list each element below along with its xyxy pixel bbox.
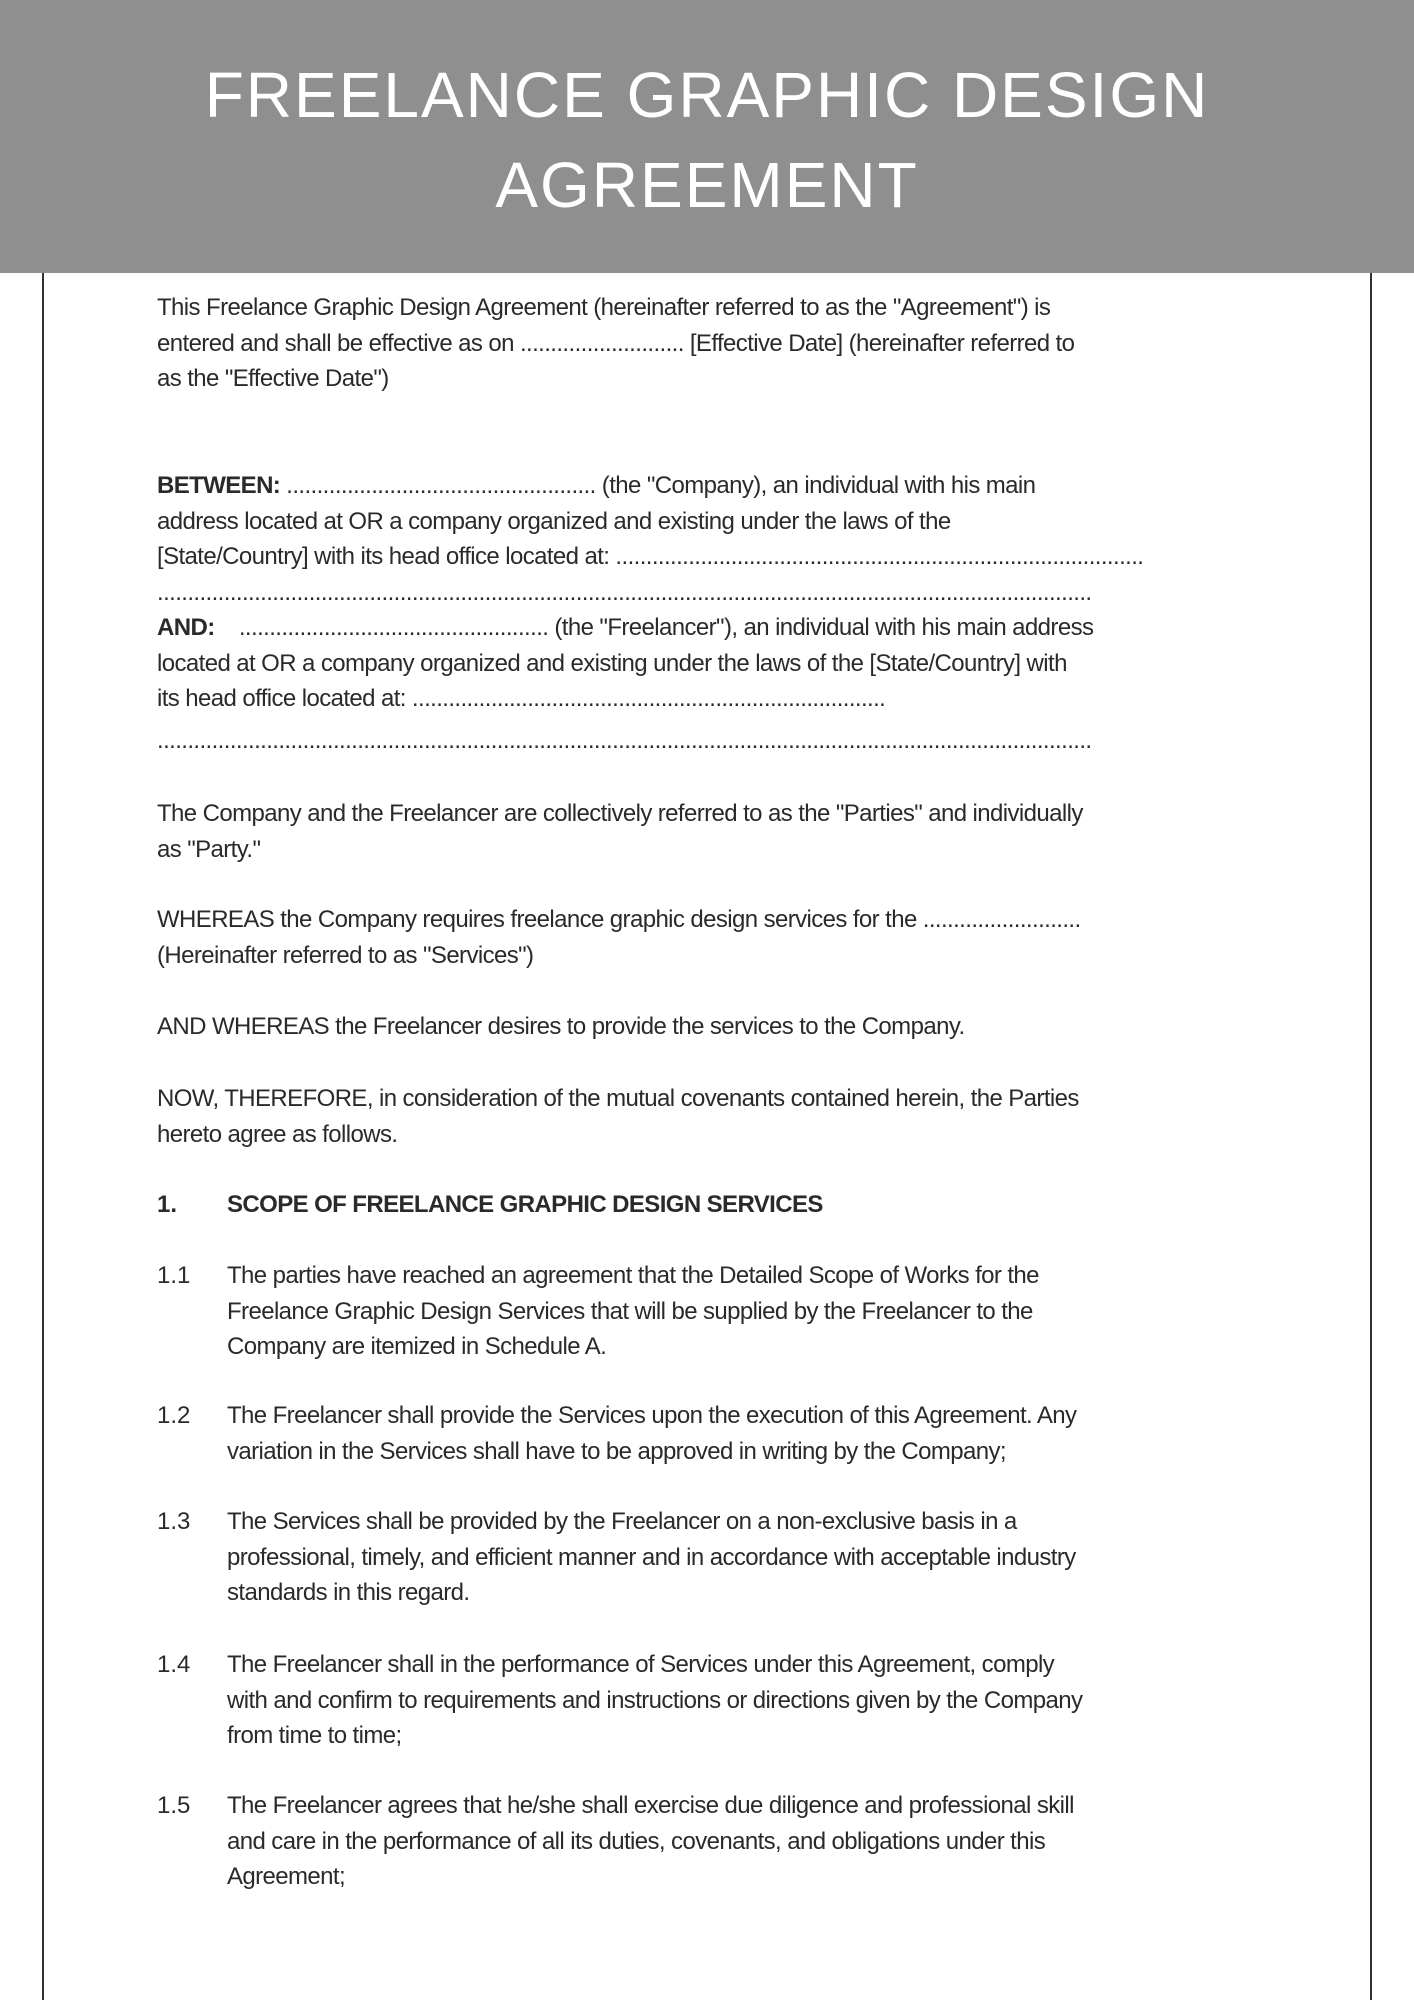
and-paragraph: AND: ................................................... (the "Freelancer"), an individual with his main address located at OR a company organized and existing under the laws of the [State/Country] with its head office located at: .............................................................................. ..........................................................................................................................................................: [157, 614, 1094, 754]
clause-number: 1.4: [157, 1651, 191, 1678]
clause-number: 1.3: [157, 1508, 191, 1535]
parties-paragraph: The Company and the Freelancer are collectively referred to as the "Parties" and individually as "Party.": [157, 800, 1083, 863]
clause-number: 1.1: [157, 1262, 191, 1289]
page-border-left: [42, 273, 44, 2000]
clause-text: The Freelancer shall provide the Services upon the execution of this Agreement. Any variation in the Services shall have to be approved in writing by the Company;: [227, 1402, 1077, 1465]
section-heading: SCOPE OF FREELANCE GRAPHIC DESIGN SERVICES: [227, 1191, 823, 1218]
clause-number: 1.2: [157, 1402, 191, 1429]
clause-text: The Freelancer shall in the performance of Services under this Agreement, comply with and confirm to requirements and instructions or directions given by the Company from time to time;: [227, 1651, 1083, 1749]
between-paragraph: BETWEEN: ................................................... (the "Company), an individual with his main address located at OR a company organized and existing under the laws of the [State/Country] with its head office located at: ....................................................................................... ..........................................................................................................................................................: [157, 472, 1144, 606]
clause-text: The Freelancer agrees that he/she shall exercise due diligence and professional skill and care in the performance of all its duties, covenants, and obligations under this Agreement;: [227, 1792, 1074, 1890]
section-number: 1.: [157, 1191, 178, 1218]
clause-text: The Services shall be provided by the Freelancer on a non-exclusive basis in a professional, timely, and efficient manner and in accordance with acceptable industry standards in this regard.: [227, 1508, 1076, 1606]
whereas-paragraph: WHEREAS the Company requires freelance graphic design services for the .......................... (Hereinafter referred to as "Services"): [157, 906, 1081, 969]
clause-number: 1.5: [157, 1792, 191, 1819]
intro-paragraph: This Freelance Graphic Design Agreement (hereinafter referred to as the "Agreement") is entered and shall be effective as on ........................... [Effective Date] (hereinafter referred to as the "Effective Date"): [157, 294, 1075, 392]
and-whereas-paragraph: AND WHEREAS the Freelancer desires to provide the services to the Company.: [157, 1013, 965, 1040]
now-therefore-paragraph: NOW, THEREFORE, in consideration of the mutual covenants contained herein, the Parties hereto agree as follows.: [157, 1085, 1079, 1148]
header-banner: [0, 0, 1414, 273]
document-title: FREELANCE GRAPHIC DESIGN AGREEMENT: [204, 59, 1210, 221]
clause-text: The parties have reached an agreement that the Detailed Scope of Works for the Freelance Graphic Design Services that will be supplied by the Freelancer to the Company are itemized in Schedule A.: [227, 1262, 1039, 1360]
page-border-right: [1370, 273, 1372, 2000]
